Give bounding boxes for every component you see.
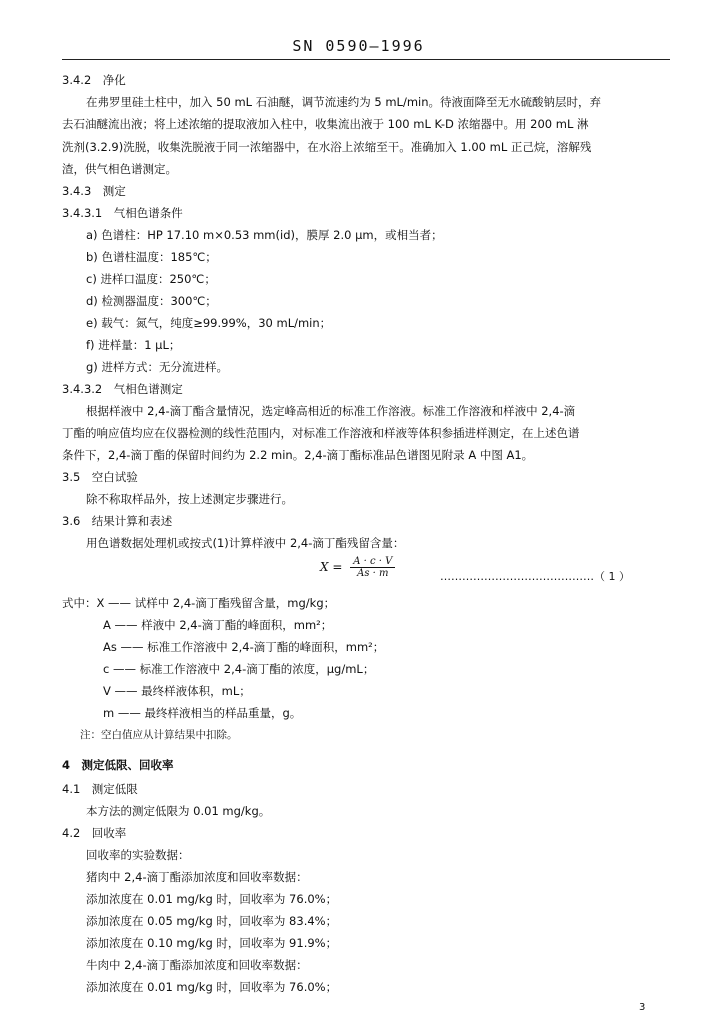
condition-item: b) 色谱柱温度：185℃；	[86, 250, 217, 264]
paragraph-line: 本方法的测定低限为 0.01 mg/kg。	[86, 804, 271, 818]
section-3-6-heading: 3.6 结果计算和表述	[62, 514, 173, 528]
paragraph-line: 渣，供气相色谱测定。	[62, 162, 177, 176]
paragraph-line: 用色谱数据处理机或按式(1)计算样液中 2,4-滴丁酯残留含量：	[86, 536, 405, 550]
paragraph-line: 除不称取样品外，按上述测定步骤进行。	[86, 492, 293, 506]
variable-definition: m —— 最终样液相当的样品重量，g。	[103, 706, 302, 720]
recovery-line: 牛肉中 2,4-滴丁酯添加浓度和回收率数据：	[86, 958, 308, 972]
note: 注：空白值应从计算结果中扣除。	[80, 729, 238, 741]
variable-definition: 式中：X —— 试样中 2,4-滴丁酯残留含量，mg/kg；	[62, 596, 336, 610]
variable-definition: c —— 标准工作溶液中 2,4-滴丁酯的浓度，μg/mL；	[103, 662, 375, 676]
paragraph-line: 在弗罗里硅土柱中，加入 50 mL 石油醚，调节流速约为 5 mL/min。待液面降至无水硫酸钠层时，弃	[86, 95, 602, 109]
recovery-line: 添加浓度在 0.01 mg/kg 时，回收率为 76.0%；	[86, 892, 338, 906]
section-3-4-3-heading: 3.4.3 测定	[62, 184, 126, 198]
variable-definition: V —— 最终样液体积，mL；	[103, 684, 251, 698]
condition-item: d) 检测器温度：300℃；	[86, 294, 217, 308]
formula-fraction	[350, 556, 395, 579]
recovery-line: 添加浓度在 0.10 mg/kg 时，回收率为 91.9%；	[86, 936, 338, 950]
section-3-5-heading: 3.5 空白试验	[62, 470, 138, 484]
section-4-2-heading: 4.2 回收率	[62, 826, 127, 840]
section-4-1-heading: 4.1 测定低限	[62, 782, 138, 796]
condition-item: c) 进样口温度：250℃；	[86, 272, 216, 286]
standard-number-header: SN 0590—1996	[292, 37, 425, 55]
section-3-4-3-1-heading: 3.4.3.1 气相色谱条件	[62, 206, 183, 220]
paragraph-line: 丁酯的响应值均应在仪器检测的线性范围内，对标准工作溶液和样液等体积参插进样测定，在上述色谱	[62, 426, 580, 440]
condition-item: f) 进样量：1 μL；	[86, 338, 181, 352]
paragraph-line: 洗剂(3.2.9)洗脱，收集洗脱液于同一浓缩器中，在水浴上浓缩至干。准确加入 1.00 mL 正己烷，溶解残	[62, 140, 592, 154]
condition-item: e) 载气：氮气，纯度≥99.99%，30 mL/min；	[86, 316, 332, 330]
recovery-line: 添加浓度在 0.01 mg/kg 时，回收率为 76.0%；	[86, 980, 338, 994]
formula-denominator: As · m	[357, 568, 389, 579]
paragraph-line: 回收率的实验数据：	[86, 848, 190, 862]
formula-numerator: A · c · V	[353, 556, 393, 567]
condition-item: a) 色谱柱：HP 17.10 m×0.53 mm(id)，膜厚 2.0 μm，或相当者；	[86, 228, 443, 242]
condition-item: g) 进样方式：无分流进样。	[86, 360, 228, 374]
paragraph-line: 根据样液中 2,4-滴丁酯含量情况，选定峰高相近的标准工作溶液。标准工作溶液和样液中 2,4-滴	[86, 404, 576, 418]
formula-lhs: X =	[320, 560, 343, 574]
formula-1	[320, 556, 395, 579]
section-4-heading: 4 测定低限、回收率	[62, 758, 174, 772]
paragraph-line: 条件下，2,4-滴丁酯的保留时间约为 2.2 min。2,4-滴丁酯标准品色谱图见附录 A 中图 A1。	[62, 448, 534, 462]
section-3-4-3-2-heading: 3.4.3.2 气相色谱测定	[62, 382, 183, 396]
equation-number: ……………………………………（ 1 ）	[440, 570, 630, 583]
recovery-line: 添加浓度在 0.05 mg/kg 时，回收率为 83.4%；	[86, 914, 338, 928]
section-3-4-2-heading: 3.4.2 净化	[62, 73, 126, 87]
variable-definition: A —— 样液中 2,4-滴丁酯的峰面积，mm²；	[103, 618, 333, 632]
header-rule	[62, 59, 670, 60]
page-number: 3	[639, 1002, 646, 1013]
paragraph-line: 去石油醚流出液；将上述浓缩的提取液加入柱中，收集流出液于 100 mL K-D 浓缩器中。用 200 mL 淋	[62, 117, 589, 131]
recovery-line: 猪肉中 2,4-滴丁酯添加浓度和回收率数据：	[86, 870, 308, 884]
variable-definition: As —— 标准工作溶液中 2,4-滴丁酯的峰面积，mm²；	[103, 640, 385, 654]
